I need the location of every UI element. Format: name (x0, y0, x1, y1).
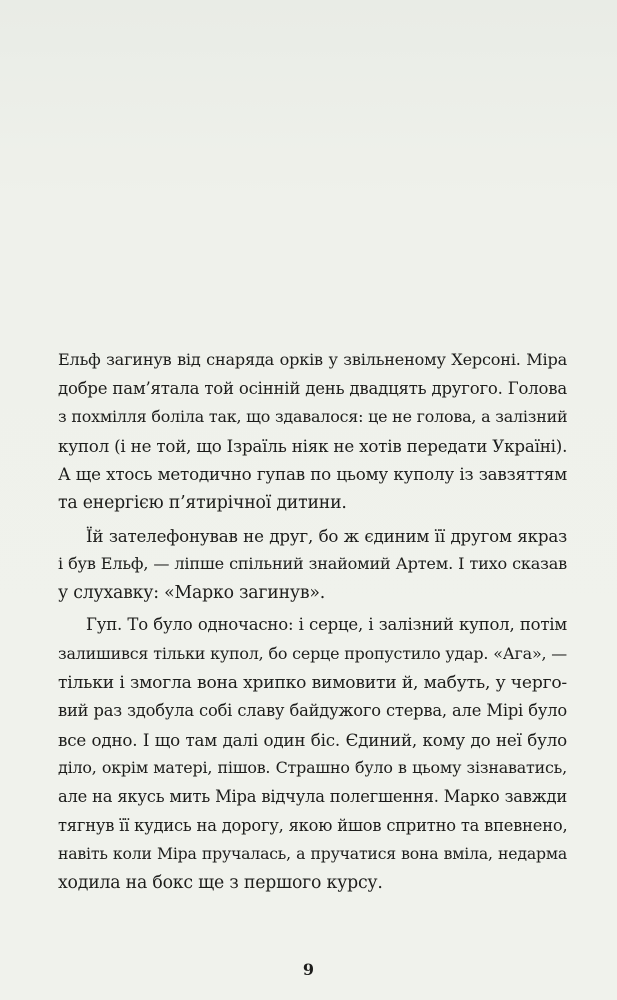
text-line: добре пам’ятала той осінній день двадцять другого. Голова (58, 378, 567, 398)
text-line: все одно. І що там далі один біс. Єдиний, кому до неї було (58, 729, 567, 750)
text-line: тягнув її кудись на дорогу, якою йшов спритно та впевнено, (58, 815, 568, 835)
text-line: у слухавку: «Марко загинув». (58, 582, 326, 603)
body-text (58, 346, 567, 897)
text-line: Їй зателефонував не друг, бо ж єдиним її другом якраз (86, 525, 567, 546)
text-line: і був Ельф, — ліпше спільний знайомий Артем. І тихо сказав (58, 554, 567, 574)
text-line: та енергією п’ятирічної дитини. (58, 492, 347, 513)
paragraph-1 (58, 346, 567, 518)
text-line: діло, окрім матері, пішов. Страшно було в цьому зізнаватись, (58, 758, 567, 778)
text-line: залишився тільки купол, бо серце пропустило удар. «Ага», — (58, 643, 567, 663)
text-line: Ельф загинув від снаряда орків у звільненому Херсоні. Міра (58, 350, 567, 369)
text-line: з похмілля боліла так, що здавалося: це не голова, а залізний (58, 407, 568, 427)
text-line: але на якусь мить Міра відчула полегшення. Марко завжди (58, 786, 567, 806)
text-line: А ще хтось методично гупав по цьому куполу із завзяттям (58, 464, 567, 485)
text-line: навіть коли Міра пручалась, а пручатися вона вміла, недарма (58, 844, 567, 864)
text-line: Гуп. То було одночасно: і серце, і залізний купол, потім (86, 615, 567, 635)
paragraph-3 (58, 611, 567, 897)
text-line: купол (і не той, що Ізраїль ніяк не хотів передати Україні). (58, 435, 568, 456)
text-line: тільки і змогла вона хрипко вимовити й, мабуть, у черго- (58, 672, 567, 693)
text-line: вий раз здобула собі славу байдужого стерва, але Мірі було (58, 701, 567, 721)
page-number: 9 (302, 960, 315, 979)
paragraph-2 (58, 522, 567, 608)
text-line: ходила на бокс ще з першого курсу. (58, 872, 383, 893)
